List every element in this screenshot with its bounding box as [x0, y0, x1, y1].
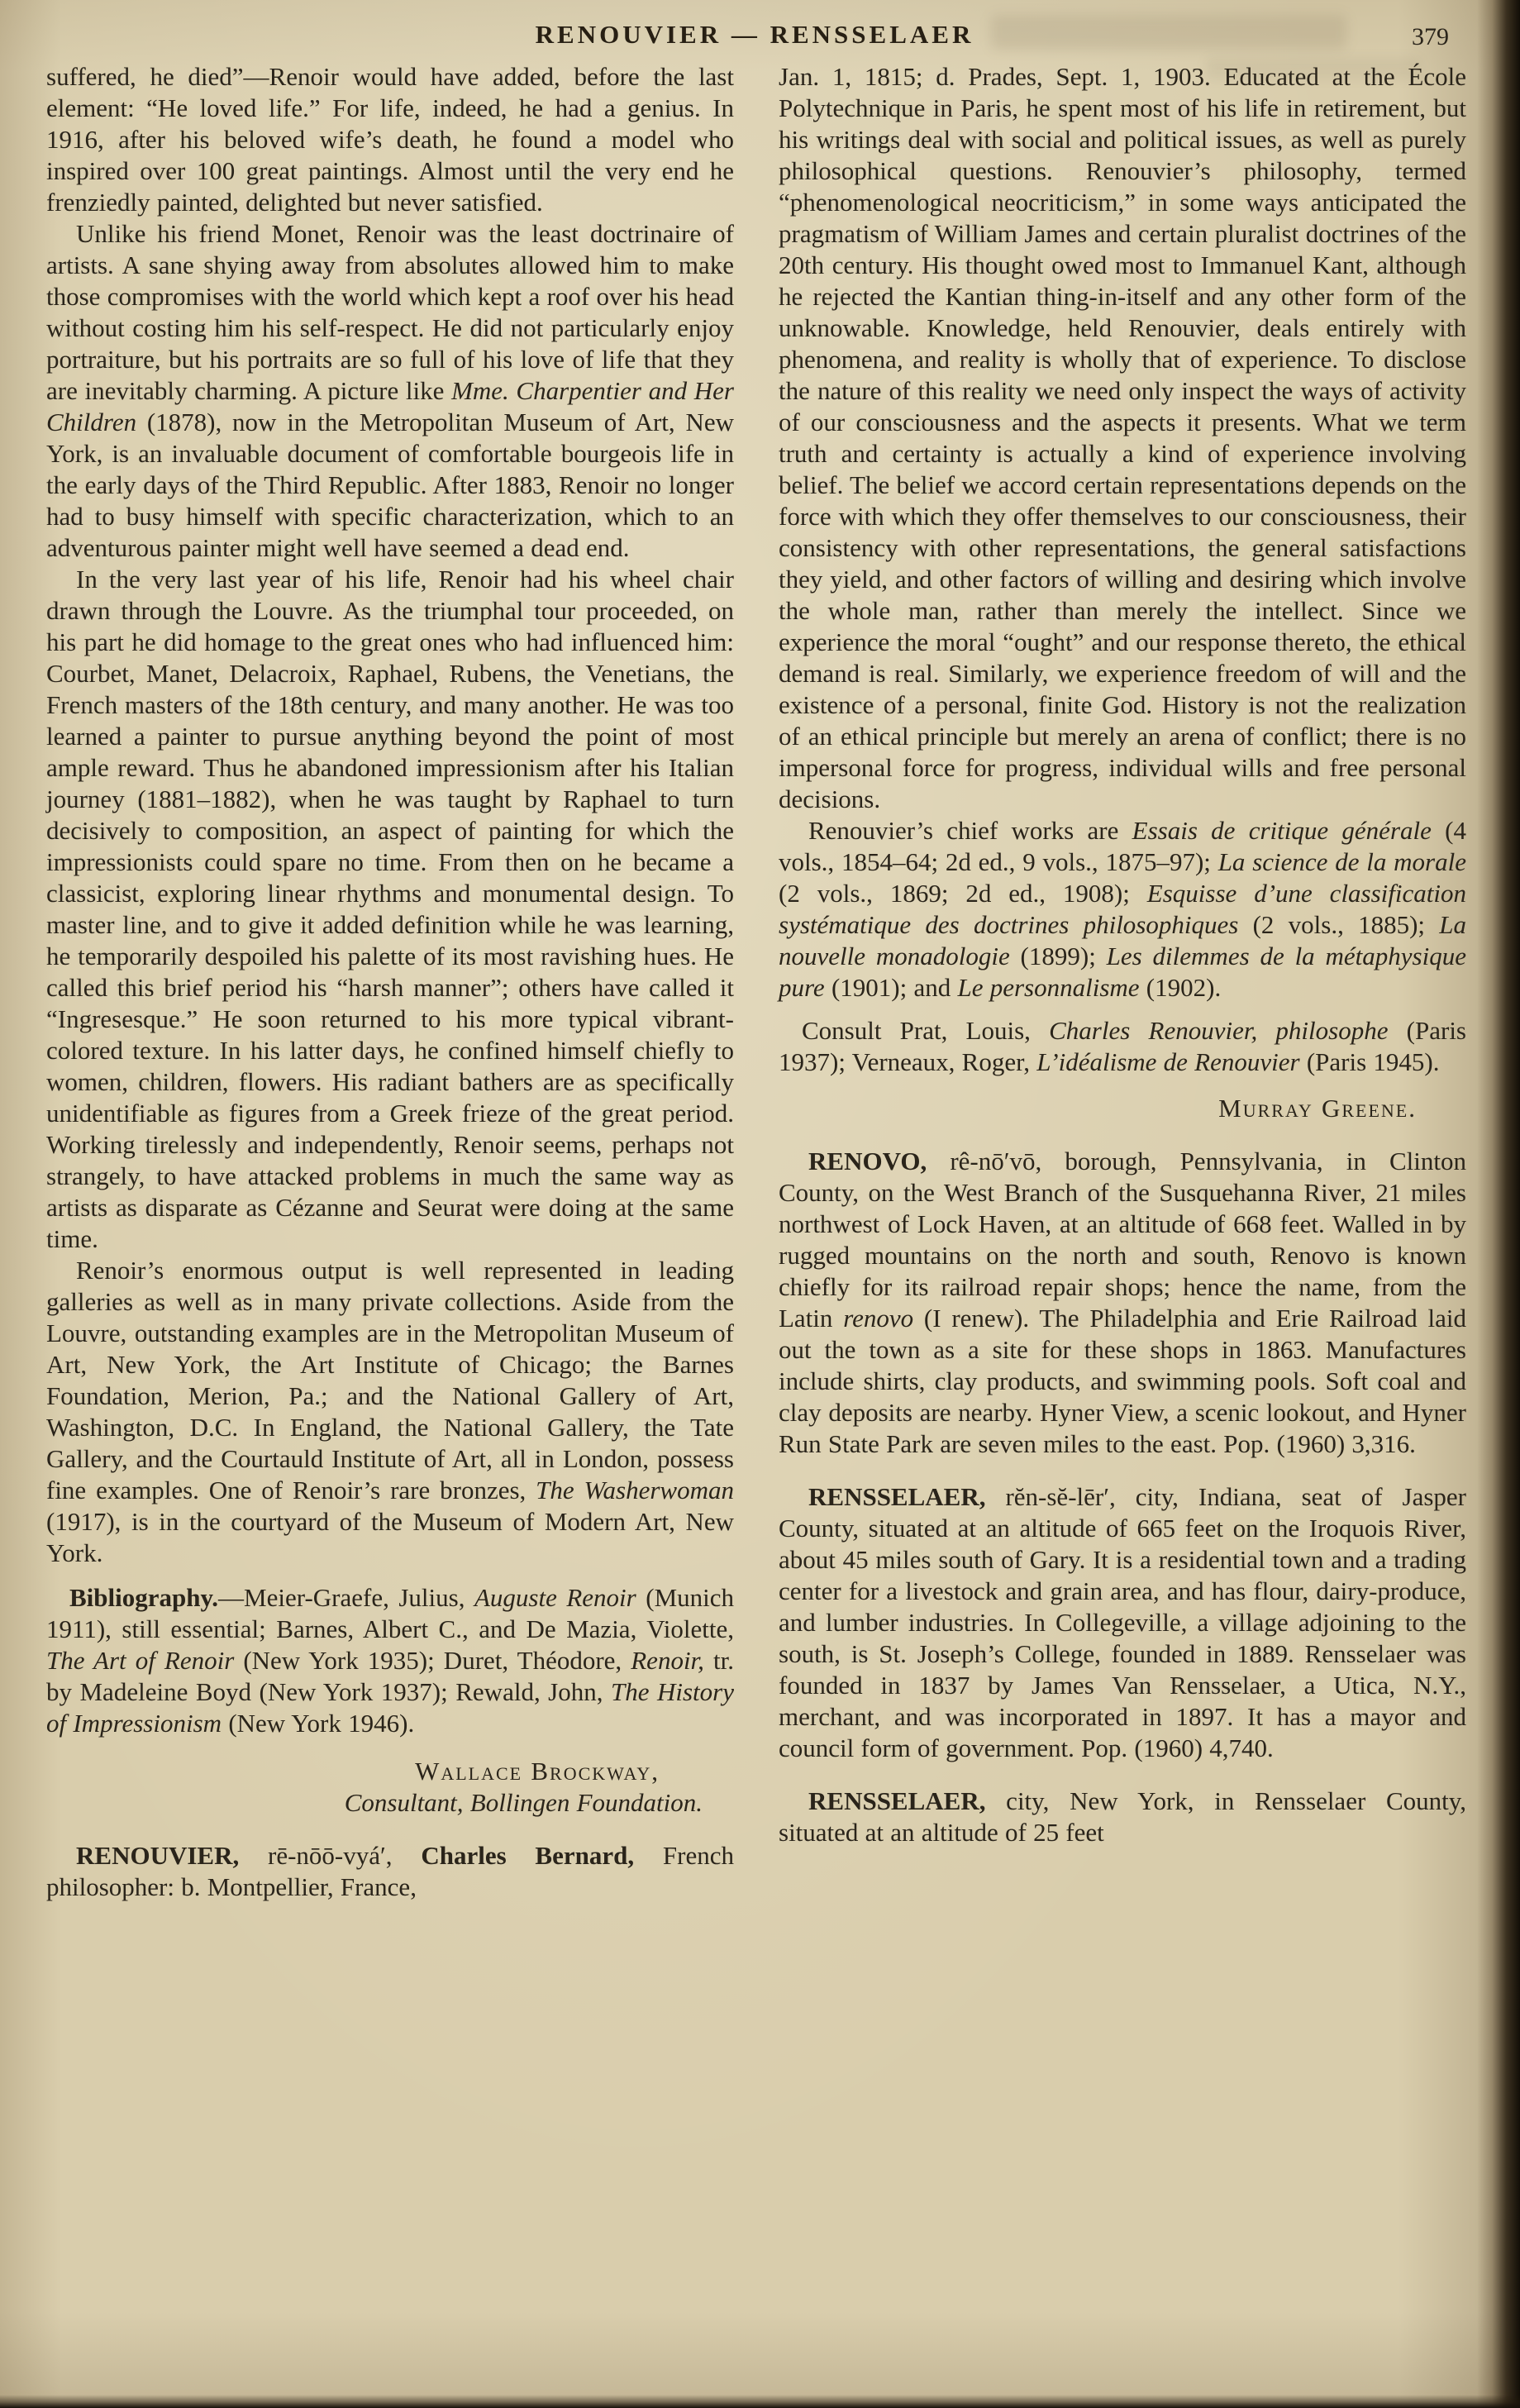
- text-run: (Munich 1911), still essential; Barnes, Albert C., and De Mazia, Violette,: [46, 1583, 735, 1643]
- text-run: Auguste Renoir: [474, 1583, 636, 1612]
- text-run: L’idéalisme de Renouvier: [1036, 1047, 1300, 1076]
- text-run: Consult Prat, Louis,: [802, 1016, 1050, 1045]
- text-run: (New York 1946).: [222, 1709, 415, 1738]
- text-run: Jan. 1, 1815; d. Prades, Sept. 1, 1903. Educated at the École Polytechnique in Paris, he spent most of his life in retirement, but his writings deal with social and political issues, as well as purely philosophical questions. Renouvier’s philosophy, termed “phenomenological neocriticism,” in some ways anticipated the pragmatism of William James and certain pluralist doctrines of the 20th century. His thought owed most to Immanuel Kant, although he rejected the Kantian thing-in-itself and any other form of the unknowable. Knowledge, held Renouvier, deals entirely with phenomena, and reality is wholly that of experience. To disclose the nature of this reality we need only inspect the ways of activity of our consciousness and the aspects it presents. What we term truth and certainty is actually a kind of experience involving belief. The belief we accord certain representations depends on the force with which they offer themselves to our consciousness, their consistency with other representations, the general satisfactions they yield, and other factors of willing and desiring which involve the whole man, rather than merely the intellect. Since we experience the moral “ought” and our response thereto, the ethical demand is real. Similarly, we experience freedom of will and the existence of a personal, finite God. History is not the realization of an ethical principle but merely an arena of conflict; there is no impersonal force for progress, individual wills and free personal decisions.: [779, 62, 1466, 813]
- text-run: Renouvier’s chief works are: [808, 816, 1132, 845]
- byline: [779, 1093, 1466, 1124]
- works-paragraph: [779, 815, 1466, 1004]
- text-run: (New York 1935); Duret, Théodore,: [234, 1646, 631, 1675]
- text-run: Le personnalisme: [957, 973, 1140, 1002]
- text-run: RENOVO,: [808, 1147, 927, 1175]
- text-run: (1901); and: [824, 973, 958, 1002]
- body-paragraph-monet: [46, 218, 734, 564]
- text-run: city, New York, in Rensselaer County, situated at an altitude of 25 feet: [779, 1786, 1466, 1847]
- entry-renouvier: [46, 1840, 734, 1903]
- page-number: 379: [1412, 23, 1449, 50]
- left-column: [46, 61, 734, 1903]
- text-run: RENOUVIER,: [76, 1841, 240, 1870]
- text-run: rê-nō′vō, borough, Pennsylvania, in Clinton County, on the West Branch of the Susquehanna River, 21 miles northwest of Lock Haven, at an altitude of 668 feet. Walled in by rugged mountains on the north and south, Renovo is known chiefly for its railroad repair shops; hence the name, from the Latin: [779, 1147, 1466, 1333]
- text-run: In the very last year of his life, Renoir had his wheel chair drawn through the Louvre. As the triumphal tour proceeded, on his part he did homage to the great ones who had influenced him: Courbet, Manet, Delacroix, Raphael, Rubens, the Venetians, the French masters of the 18th century, and many another. He was too learned a painter to pursue anything beyond the point of most ample reward. Thus he abandoned impressionism after his Italian journey (1881–1882), when he was taught by Raphael to turn decisively to composition, an aspect of painting for which the impressionists could spare no time. From then on he became a classicist, exploring linear rhythms and monumental design. To master line, and to give it added definition while he was learning, he temporarily despoiled his palette of its most ravishing hues. He called this brief period his “harsh manner”; others have called it “Ingresesque.” He soon returned to his more typical vibrant-colored texture. In his latter days, he confined himself chiefly to women, children, flowers. His radiant bathers are as specifically unidentifiable as figures from a Greek frieze of the great period. Working tirelessly and independently, Renoir seems, perhaps not strangely, to have attacked problems in much the same way as artists as disparate as Cézanne and Seurat were doing at the same time.: [46, 565, 734, 1253]
- text-run: —Meier-Graefe, Julius,: [218, 1583, 474, 1612]
- text-run: Murray Greene.: [1218, 1094, 1417, 1123]
- text-run: tr. by Madeleine Boyd (New York 1937); Rewald, John,: [46, 1646, 734, 1706]
- text-run: (1917), is in the courtyard of the Museum of Modern Art, New York.: [46, 1507, 734, 1567]
- bibliography: [46, 1582, 734, 1739]
- text-run: The Art of Renoir: [46, 1646, 235, 1675]
- text-run: RENSSELAER,: [808, 1482, 986, 1511]
- text-run: (2 vols., 1885);: [1238, 910, 1440, 939]
- entry-rensselaer-new-york: [779, 1786, 1466, 1848]
- text-run: Wallace Brockway,: [415, 1757, 660, 1786]
- signature-name: [46, 1756, 734, 1787]
- entry-renovo: [779, 1146, 1466, 1460]
- text-run: La nouvelle monadologie: [779, 910, 1466, 970]
- text-run: Charles Bernard,: [421, 1841, 635, 1870]
- text-run: La science de la morale: [1217, 847, 1466, 876]
- text-run: (1899);: [1009, 942, 1107, 970]
- text-run: Mme. Charpentier and Her Children: [46, 376, 734, 436]
- text-run: (1878), now in the Metropolitan Museum of Art, New York, is an invaluable document of comfortable bourgeois life in the early days of the Third Republic. After 1883, Renoir no longer had to busy himself with specific characterization, which to an adventurous painter might well have seemed a dead end.: [46, 408, 734, 562]
- text-run: (Paris 1945).: [1299, 1047, 1440, 1076]
- text-run: rē-nōō-vyá′,: [239, 1841, 422, 1870]
- text-run: (I renew). The Philadelphia and Erie Railroad laid out the town as a site for these shops in 1863. Manufactures include shirts, clay products, and swimming pools. Soft coal and clay deposits are nearby. Hyner View, a scenic lookout, and Hyner Run State Park are seven miles to the east. Pop. (1960) 3,316.: [779, 1304, 1466, 1458]
- text-run: (2 vols., 1869; 2d ed., 1908);: [779, 879, 1147, 908]
- text-run: Les dilemmes de la métaphysique pure: [779, 942, 1466, 1002]
- text-run: French philosopher: b. Montpellier, France,: [46, 1841, 734, 1901]
- text-run: Bibliography.: [69, 1583, 219, 1612]
- text-run: suffered, he died”—Renoir would have added, before the last element: “He loved life.” For life, indeed, he had a genius. In 1916, after his beloved wife’s death, he found a model who inspired over 100 great paintings. Almost until the very end he frenziedly painted, delighted but never satisfied.: [46, 62, 734, 217]
- text-run: RENSSELAER,: [808, 1786, 986, 1815]
- right-column: [779, 61, 1466, 1903]
- text-run: (Paris 1937); Verneaux, Roger,: [779, 1016, 1466, 1076]
- text-run: Esquisse d’une classification systématique des doctrines philosophiques: [779, 879, 1467, 939]
- entry-rensselaer-indiana: [779, 1481, 1466, 1764]
- text-run: Essais de critique générale: [1132, 816, 1432, 845]
- text-run: The History of Impressionism: [46, 1677, 734, 1738]
- text-run: (1902).: [1139, 973, 1222, 1002]
- text-run: rĕn-sĕ-lēr′, city, Indiana, seat of Jasper County, situated at an altitude of 665 feet on the Iroquois River, about 45 miles south of Gary. It is a residential town and a trading center for a livestock and grain area, and has flour, dairy-produce, and lumber industries. In Collegeville, a village adjoining to the south, is St. Joseph’s College, founded in 1889. Rensselaer was founded in 1837 by James Van Rensselaer, a Utica, N.Y., merchant, and was incorporated in 1897. It has a mayor and council form of government. Pop. (1960) 4,740.: [779, 1482, 1466, 1762]
- consult-note: [779, 1015, 1466, 1078]
- page-bottom-shadow: [0, 2395, 1520, 2408]
- running-head: RENOUVIER — RENSSELAER: [535, 20, 974, 49]
- text-run: Consultant, Bollingen Foundation.: [344, 1788, 703, 1817]
- signature-role: [46, 1787, 734, 1819]
- text-run: renovo: [843, 1304, 914, 1333]
- text-run: Renoir’s enormous output is well represented in leading galleries as well as in many private collections. Aside from the Louvre, outstanding examples are in the Metropolitan Museum of Art, New York, the Art Institute of Chicago; the Barnes Foundation, Merion, Pa.; and the National Gallery of Art, Washington, D.C. In England, the National Gallery, the Tate Gallery, and the Courtauld Institute of Art, all in London, possess fine examples. One of Renoir’s rare bronzes,: [46, 1256, 734, 1504]
- body-paragraph-galleries: [46, 1255, 734, 1569]
- page-edge-shadow: [1477, 0, 1520, 2408]
- text-run: Charles Renouvier, philosophe: [1049, 1016, 1389, 1045]
- continuation-paragraph: [46, 61, 734, 218]
- text-columns: [46, 61, 1466, 1903]
- body-paragraph-louvre: [46, 564, 734, 1255]
- continuation-paragraph: [779, 61, 1466, 815]
- text-run: Unlike his friend Monet, Renoir was the least doctrinaire of artists. A sane shying away from absolutes allowed him to make those compromises with the world which kept a roof over his head without costing him his self-respect. He did not particularly enjoy portraiture, but his portraits are so full of his love of life that they are inevitably charming. A picture like: [46, 219, 734, 405]
- text-run: (4 vols., 1854–64; 2d ed., 9 vols., 1875–97);: [779, 816, 1466, 876]
- text-run: The Washerwoman: [536, 1476, 734, 1504]
- text-run: Renoir,: [631, 1646, 704, 1675]
